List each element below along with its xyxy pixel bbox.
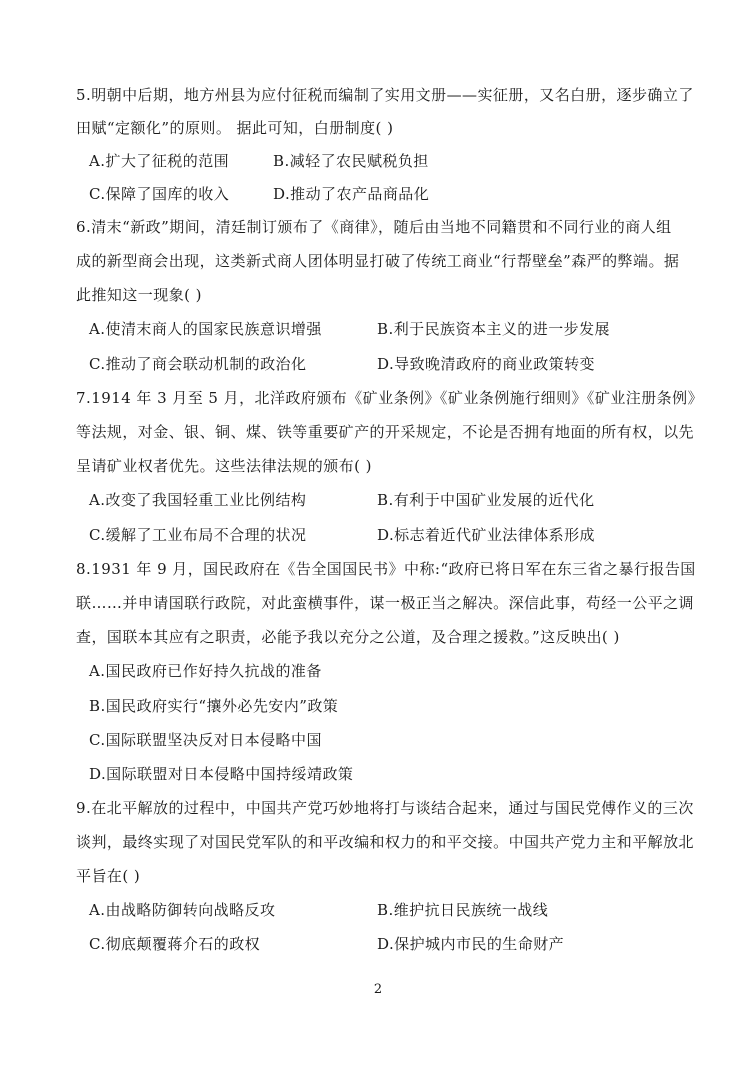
q8-option-a: A.国民政府已作好持久抗战的准备 — [89, 662, 322, 680]
q6-stem-line-2: 成的新型商会出现，这类新式商人团体明显打破了传统工商业“行帮壁垒”森严的弊端。据 — [76, 252, 680, 270]
q9-option-c: C.彻底颠覆蒋介石的政权 — [89, 935, 261, 953]
q6-option-c: C.推动了商会联动机制的政治化 — [89, 355, 307, 373]
q8-option-d: D.国际联盟对日本侵略中国持绥靖政策 — [89, 765, 354, 783]
q8-stem-line-2: 联……并申请国联行政院，对此蛮横事件，谋一极正当之解决。深信此事，苟经一公平之调 — [76, 594, 695, 612]
q6-option-a: A.使清末商人的国家民族意识增强 — [89, 320, 322, 338]
q6-stem-line-3: 此推知这一现象( ) — [76, 286, 202, 304]
q5-option-c: C.保障了国库的收入 — [89, 185, 230, 203]
q5-stem-line-2: 田赋“定额化”的原则。 据此可知，白册制度( ) — [76, 119, 394, 137]
q7-stem-line-3: 呈请矿业权者优先。这些法律法规的颁布( ) — [76, 457, 372, 475]
q9-option-d: D.保护城内市民的生命财产 — [377, 935, 565, 953]
q7-stem-line-1: 7.1914 年 3 月至 5 月，北洋政府颁布《矿业条例》《矿业条例施行细则》《矿业注册条例》 — [76, 389, 704, 407]
q9-stem-line-1: 9.在北平解放的过程中，中国共产党巧妙地将打与谈结合起来，通过与国民党傅作义的三次 — [76, 799, 694, 817]
q9-option-a: A.由战略防御转向战略反攻 — [89, 901, 276, 919]
q7-option-d: D.标志着近代矿业法律体系形成 — [377, 526, 596, 544]
q5-option-d: D.推动了农产品商品化 — [273, 185, 430, 203]
q5-option-b: B.减轻了农民赋税负担 — [273, 152, 429, 170]
q8-stem-line-1: 8.1931 年 9 月，国民政府在《告全国国民书》中称:“政府已将日军在东三省之暴行报告国 — [76, 560, 696, 578]
q7-option-a: A.改变了我国轻重工业比例结构 — [89, 491, 307, 509]
q5-stem-line-1: 5.明朝中后期，地方州县为应付征税而编制了实用文册——实征册，又名白册，逐步确立了 — [76, 86, 694, 104]
q9-option-b: B.维护抗日民族统一战线 — [377, 901, 549, 919]
q6-stem-line-1: 6.清末“新政”期间，清廷制订颁布了《商律》，随后由当地不同籍贯和不同行业的商人组 — [76, 218, 672, 236]
q8-option-b: B.国民政府实行“攘外必先安内”政策 — [89, 697, 339, 715]
q6-option-b: B.利于民族资本主义的进一步发展 — [377, 320, 610, 338]
q8-option-c: C.国际联盟坚决反对日本侵略中国 — [89, 731, 322, 749]
q5-option-a: A.扩大了征税的范围 — [89, 152, 230, 170]
page-number: 2 — [373, 982, 383, 997]
q7-option-c: C.缓解了工业布局不合理的状况 — [89, 526, 307, 544]
q6-option-d: D.导致晚清政府的商业政策转变 — [377, 355, 596, 373]
q8-stem-line-3: 查，国联本其应有之职责，必能予我以充分之公道，及合理之援救。”这反映出( ) — [76, 628, 620, 646]
q9-stem-line-2: 谈判，最终实现了对国民党军队的和平改编和权力的和平交接。中国共产党力主和平解放北 — [76, 833, 695, 851]
q9-stem-line-3: 平旨在( ) — [76, 867, 141, 885]
q7-option-b: B.有利于中国矿业发展的近代化 — [377, 491, 595, 509]
q7-stem-line-2: 等法规，对金、银、铜、煤、铁等重要矿产的开采规定，不论是否拥有地面的所有权，以先 — [76, 423, 695, 441]
